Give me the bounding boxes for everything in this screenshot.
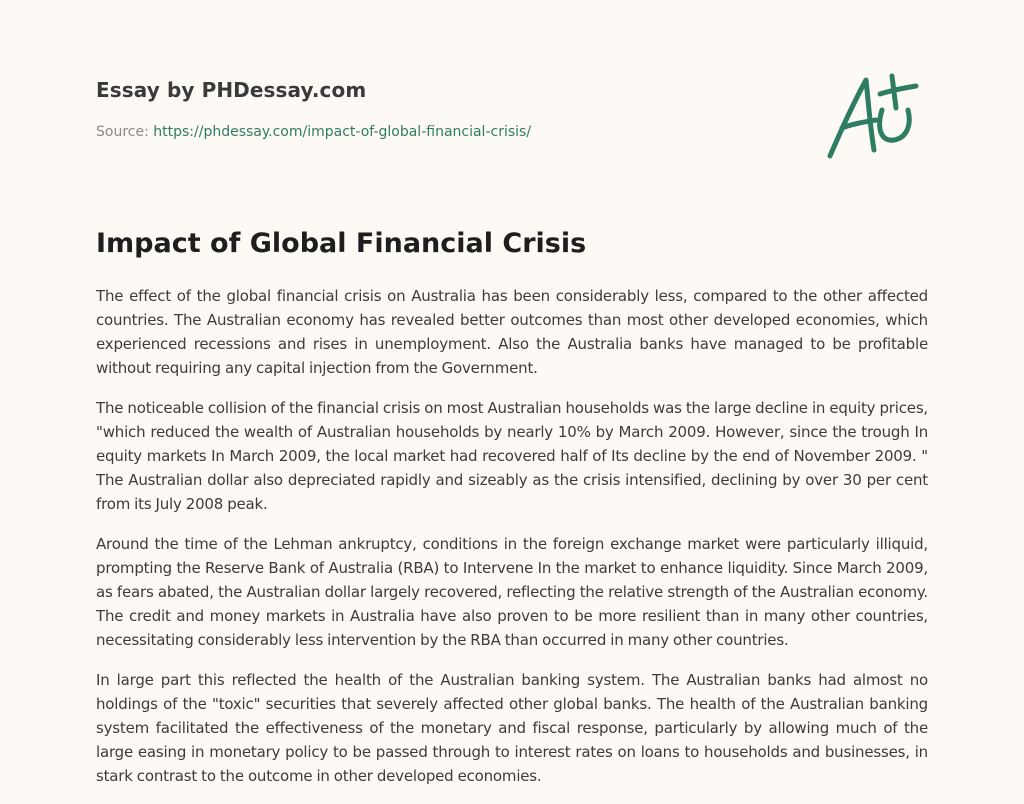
paragraph: The noticeable collision of the financial crisis on most Australian households was the large decline in equity prices, "which reduced the wealth of Australian households by nearly 10% by March 2009. However, since the trough In equity markets In March 2009, the local market had recovered half of Its decline by the end of November 2009. " The Australian dollar also depreciated rapidly and sizeably as the crisis intensified, declining by over 30 per cent from its July 2008 peak. [96, 399, 928, 513]
essay-body [96, 284, 928, 804]
a-plus-logo-icon [824, 68, 928, 164]
source-line [96, 124, 531, 140]
document-page [96, 0, 928, 785]
source-link[interactable]: https://phdessay.com/impact-of-global-financial-crisis/ [153, 124, 532, 140]
paragraph: Around the time of the Lehman ankruptcy, conditions in the foreign exchange market were particularly illiquid, prompting the Reserve Bank of Australia (RBA) to Intervene In the market to enhance liquidity. Since March 2009, as fears abated, the Australian dollar largely recovered, reflecting the relative strength of the Australian economy. The credit and money markets in Australia have also proven to be more resilient than in many other countries, necessitating considerably less intervention by the RBA than occurred in many other countries. [96, 535, 928, 649]
site-title: Essay by PHDessay.com [96, 78, 367, 102]
source-label: Source: [96, 124, 149, 140]
essay-title: Impact of Global Financial Crisis [96, 228, 587, 259]
paragraph: In large part this reflected the health of the Australian banking system. The Australian banks had almost no holdings of the "toxic" securities that severely affected other global banks. The health of the Australian banking system facilitated the effectiveness of the monetary and fiscal response, particularly by allowing much of the large easing in monetary policy to be passed through to interest rates on loans to households and businesses, in stark contrast to the outcome in other developed economies. [96, 671, 928, 785]
paragraph: The effect of the global financial crisis on Australia has been considerably less, compared to the other affected countries. The Australian economy has revealed better outcomes than most other developed economies, which experienced recessions and rises in unemployment. Also the Australia banks have managed to be profitable without requiring any capital injection from the Government. [96, 287, 928, 377]
page-header [96, 0, 928, 190]
